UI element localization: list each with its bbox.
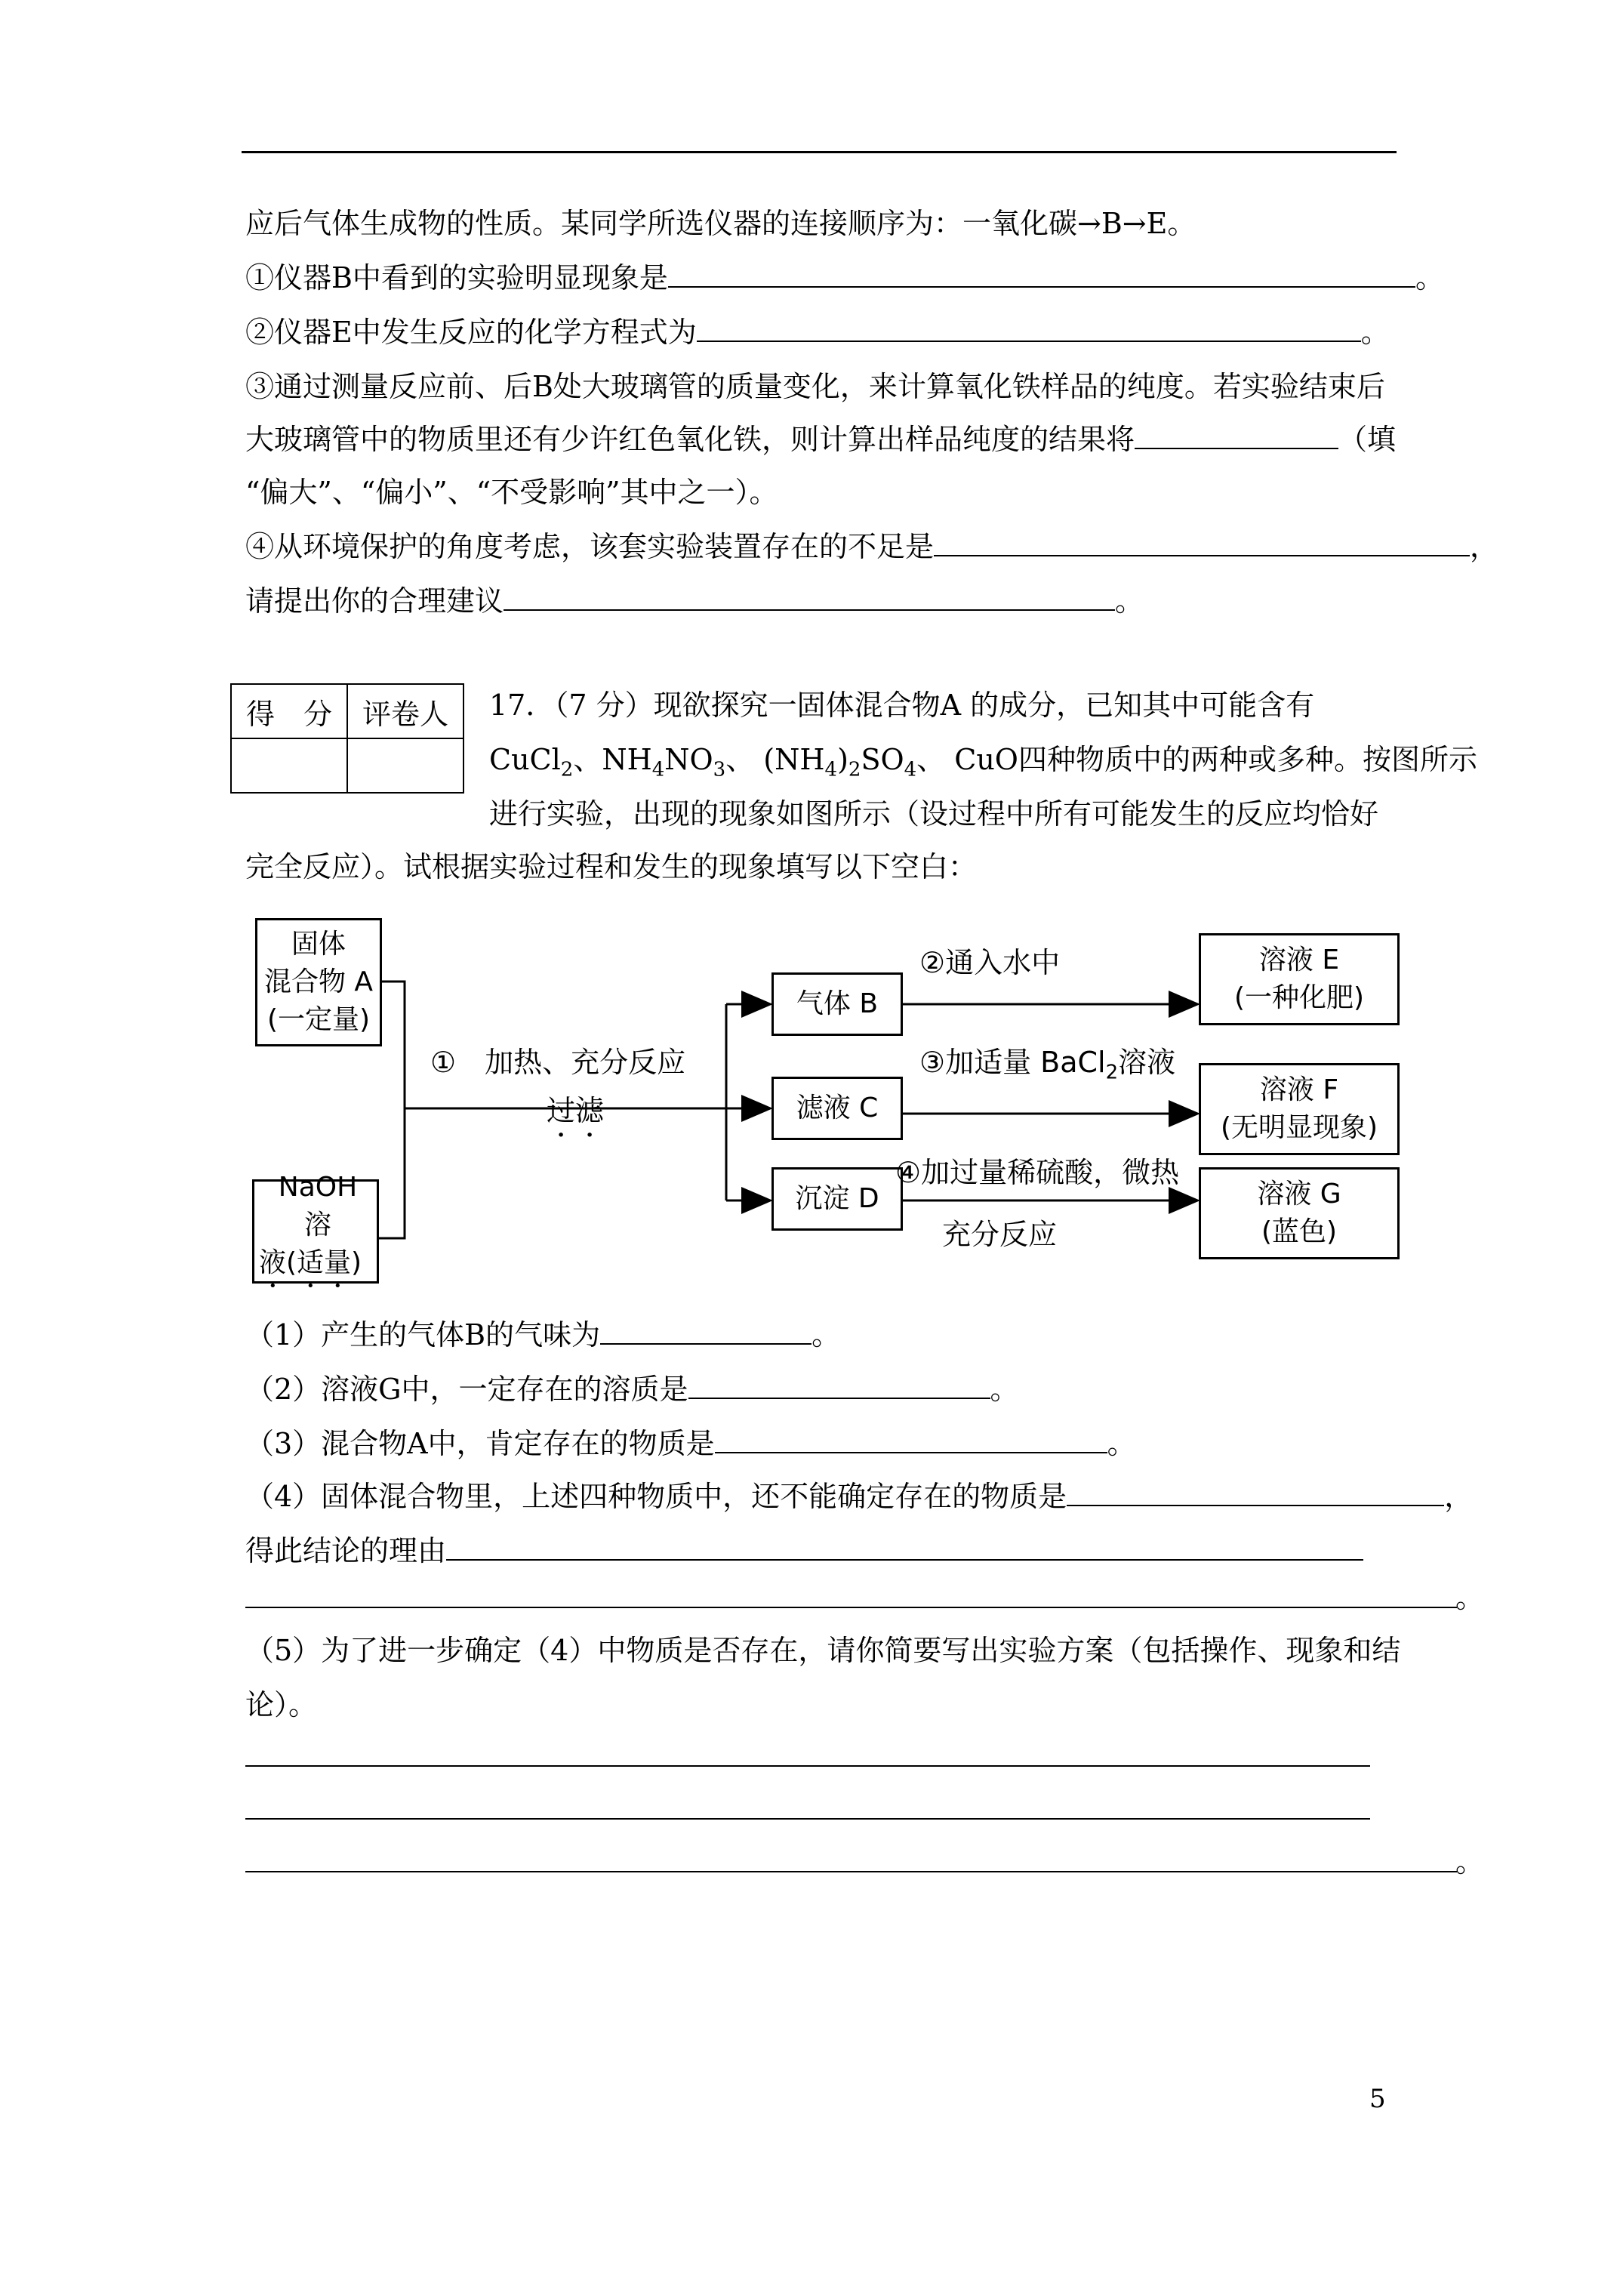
question-line: （4）固体混合物里，上述四种物质中，还不能确定存在的物质是 ， bbox=[245, 1480, 1474, 1513]
question-line bbox=[245, 1533, 1363, 1569]
text-line: “偏大”、“偏小”、“不受影响”其中之一）。 bbox=[245, 476, 778, 509]
question-text: （1）产生的气体B的气味为 bbox=[245, 1318, 601, 1351]
q17-line2: CuCl$_2$、$NH_4NO_3$、 $(NH_4)_2SO_4$、 CuO四种物质中的两种或多种。按图所示 bbox=[489, 743, 1477, 781]
question-text: ④从环境保护的角度考虑，该套实验装置存在的不足是 bbox=[245, 530, 935, 563]
step1-label: ① 加热、充分反应 bbox=[430, 1046, 686, 1079]
question-line: 请提出你的合理建议 。 bbox=[245, 584, 1144, 618]
answer-blank[interactable] bbox=[1067, 1479, 1444, 1506]
box-naoh-solution: NaOH 溶 液(适量) bbox=[252, 1179, 379, 1284]
step4-label-b: 充分反应 bbox=[942, 1218, 1058, 1251]
question-line: （2）溶液G中，一定存在的溶质是 。 bbox=[245, 1373, 1019, 1406]
period: 。 bbox=[1455, 1581, 1485, 1614]
q17-line4: 完全反应）。试根据实验过程和发生的现象填写以下空白： bbox=[245, 850, 978, 883]
question-text: （3）混合物A中，肯定存在的物质是 bbox=[245, 1427, 715, 1460]
q17-line1: 17．（7 分）现欲探究一固体混合物A 的成分，已知其中可能含有 bbox=[489, 689, 1315, 722]
answer-line[interactable] bbox=[245, 1607, 1457, 1608]
question-text: ②仪器E中发生反应的化学方程式为 bbox=[245, 316, 697, 349]
question-line: （3）混合物A中，肯定存在的物质是 。 bbox=[245, 1427, 1136, 1460]
text-line: ③通过测量反应前、后B处大玻璃管的质量变化，来计算氧化铁样品的纯度。若实验结束后 bbox=[245, 370, 1385, 403]
box-solution-f: 溶液 F (无明显现象) bbox=[1199, 1063, 1400, 1155]
box-solution-g: 溶液 G (蓝色) bbox=[1199, 1167, 1400, 1259]
text-line: 应后气体生成物的性质。某同学所选仪器的连接顺序为：一氧化碳→B→E。 bbox=[245, 207, 1196, 240]
step3-label: ③加适量 BaCl$_2$溶液 bbox=[919, 1046, 1176, 1084]
box-precipitate-d: 沉淀 D bbox=[771, 1167, 903, 1231]
grader-header: 评卷人 bbox=[347, 684, 463, 738]
answer-line[interactable] bbox=[245, 1765, 1370, 1767]
q5-line: （5）为了进一步确定（4）中物质是否存在，请你简要写出实验方案（包括操作、现象和结 bbox=[245, 1634, 1401, 1667]
question-text: 请提出你的合理建议 bbox=[245, 584, 504, 618]
page-number: 5 bbox=[1369, 2084, 1386, 2114]
question-line: ②仪器E中发生反应的化学方程式为 。 bbox=[245, 316, 1390, 349]
question-text: ①仪器B中看到的实验明显现象是 bbox=[245, 261, 668, 294]
answer-line[interactable] bbox=[245, 1871, 1457, 1872]
q17-line3: 进行实验，出现的现象如图所示（设过程中所有可能发生的反应均恰好 bbox=[489, 797, 1379, 831]
question-text: 大玻璃管中的物质里还有少许红色氧化铁，则计算出样品纯度的结果将 bbox=[245, 423, 1135, 456]
box-filtrate-c: 滤液 C bbox=[771, 1077, 903, 1140]
period: 。 bbox=[1455, 1845, 1485, 1878]
answer-blank[interactable] bbox=[688, 1372, 990, 1399]
answer-line[interactable] bbox=[245, 1818, 1370, 1820]
question-line: ①仪器B中看到的实验明显现象是 。 bbox=[245, 261, 1444, 294]
box-solution-e: 溶液 E (一种化肥) bbox=[1199, 933, 1400, 1025]
answer-blank[interactable] bbox=[446, 1533, 1363, 1561]
step2-label: ②通入水中 bbox=[919, 946, 1061, 979]
box-solid-mixture-a: 固体 混合物 A (一定量) bbox=[255, 918, 382, 1046]
box-gas-b: 气体 B bbox=[771, 972, 903, 1036]
answer-blank[interactable] bbox=[600, 1318, 812, 1345]
question-text: （2）溶液G中，一定存在的溶质是 bbox=[245, 1373, 688, 1406]
q5-line-b: 论）。 bbox=[245, 1688, 318, 1721]
question-line: ④从环境保护的角度考虑，该套实验装置存在的不足是 ， bbox=[245, 530, 1499, 563]
question-line: 大玻璃管中的物质里还有少许红色氧化铁，则计算出样品纯度的结果将 （填 bbox=[245, 423, 1397, 456]
filter-label: 过滤 bbox=[547, 1094, 605, 1127]
answer-blank[interactable] bbox=[715, 1426, 1107, 1453]
score-header: 得 分 bbox=[231, 684, 347, 738]
question-text: 得此结论的理由 bbox=[245, 1534, 447, 1567]
question-text: （4）固体混合物里，上述四种物质中，还不能确定存在的物质是 bbox=[245, 1480, 1067, 1513]
question-line: （1）产生的气体B的气味为 。 bbox=[245, 1318, 841, 1351]
step4-label: ④加过量稀硫酸，微热 bbox=[895, 1156, 1180, 1189]
